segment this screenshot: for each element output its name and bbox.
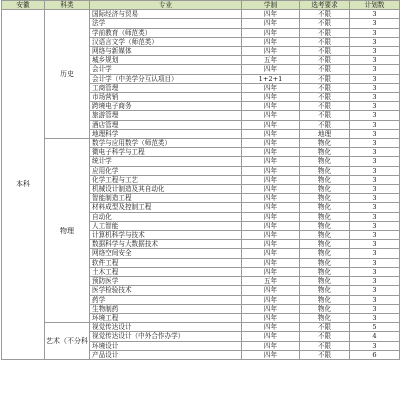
plan-count-cell: 3 (350, 148, 400, 157)
category-cell: 物理 (45, 139, 90, 323)
duration-cell: 四年 (242, 65, 300, 74)
major-cell: 网络空间安全 (90, 249, 242, 258)
subject-requirement-cell: 不限 (300, 93, 350, 102)
subject-requirement-cell: 物化 (300, 166, 350, 175)
subject-requirement-cell: 物化 (300, 277, 350, 286)
major-cell: 会计学（中美学分互认项目） (90, 74, 242, 83)
major-cell: 生物制药 (90, 304, 242, 313)
plan-count-cell: 3 (350, 157, 400, 166)
plan-count-cell: 3 (350, 295, 400, 304)
subject-requirement-cell: 不限 (300, 341, 350, 350)
major-cell: 化学工程与工艺 (90, 175, 242, 184)
plan-count-cell: 3 (350, 28, 400, 37)
major-cell: 产品设计 (90, 350, 242, 359)
plan-count-cell: 3 (350, 267, 400, 276)
subject-requirement-cell: 不限 (300, 74, 350, 83)
admission-plan-table (1, 0, 400, 360)
duration-cell: 四年 (242, 221, 300, 230)
plan-count-cell: 3 (350, 47, 400, 56)
duration-cell: 四年 (242, 139, 300, 148)
plan-count-cell: 6 (350, 350, 400, 359)
subject-requirement-cell: 不限 (300, 37, 350, 46)
category-cell: 历史 (45, 10, 90, 139)
duration-cell: 四年 (242, 240, 300, 249)
duration-cell: 五年 (242, 56, 300, 65)
table-body (2, 10, 400, 360)
subject-requirement-cell: 不限 (300, 323, 350, 332)
major-cell: 视觉传达设计（中外合作办学） (90, 332, 242, 341)
plan-count-cell: 3 (350, 240, 400, 249)
plan-count-cell: 3 (350, 93, 400, 102)
plan-count-cell: 3 (350, 19, 400, 28)
plan-count-cell: 3 (350, 304, 400, 313)
major-cell: 视觉传达设计 (90, 323, 242, 332)
subject-requirement-cell: 物化 (300, 185, 350, 194)
duration-cell: 五年 (242, 277, 300, 286)
duration-cell: 四年 (242, 185, 300, 194)
plan-count-cell: 3 (350, 194, 400, 203)
major-cell: 汉语言文学（师范类） (90, 37, 242, 46)
duration-cell: 四年 (242, 83, 300, 92)
major-cell: 网络与新媒体 (90, 47, 242, 56)
duration-cell: 四年 (242, 295, 300, 304)
plan-count-cell: 3 (350, 185, 400, 194)
duration-cell: 四年 (242, 37, 300, 46)
major-cell: 智能制造工程 (90, 194, 242, 203)
subject-requirement-cell: 物化 (300, 231, 350, 240)
major-cell: 计算机科学与技术 (90, 231, 242, 240)
plan-count-cell: 3 (350, 111, 400, 120)
subject-requirement-cell: 物化 (300, 267, 350, 276)
major-cell: 数学与应用数学（师范类） (90, 139, 242, 148)
subject-requirement-cell: 物化 (300, 139, 350, 148)
table-row (2, 10, 400, 19)
plan-count-cell: 3 (350, 74, 400, 83)
duration-cell: 四年 (242, 47, 300, 56)
duration-cell: 四年 (242, 157, 300, 166)
major-cell: 自动化 (90, 212, 242, 221)
duration-cell: 四年 (242, 19, 300, 28)
duration-cell: 四年 (242, 350, 300, 359)
subject-requirement-cell: 物化 (300, 240, 350, 249)
category-cell: 艺术（不分科 (45, 323, 90, 360)
duration-cell: 四年 (242, 286, 300, 295)
plan-count-cell: 3 (350, 120, 400, 129)
subject-requirement-cell: 不限 (300, 10, 350, 19)
header-category: 科类 (45, 1, 90, 10)
duration-cell: 四年 (242, 120, 300, 129)
subject-requirement-cell: 物化 (300, 148, 350, 157)
major-cell: 微电子科学与工程 (90, 148, 242, 157)
duration-cell: 四年 (242, 111, 300, 120)
plan-count-cell: 3 (350, 277, 400, 286)
subject-requirement-cell: 物化 (300, 249, 350, 258)
plan-count-cell: 3 (350, 10, 400, 19)
major-cell: 药学 (90, 295, 242, 304)
duration-cell: 四年 (242, 129, 300, 138)
major-cell: 应用化学 (90, 166, 242, 175)
duration-cell: 四年 (242, 148, 300, 157)
major-cell: 环境工程 (90, 313, 242, 322)
plan-count-cell: 3 (350, 56, 400, 65)
subject-requirement-cell: 地理 (300, 129, 350, 138)
subject-requirement-cell: 物化 (300, 194, 350, 203)
major-cell: 学前教育（师范类） (90, 28, 242, 37)
duration-cell: 四年 (242, 267, 300, 276)
major-cell: 法学 (90, 19, 242, 28)
duration-cell: 四年 (242, 203, 300, 212)
major-cell: 跨境电子商务 (90, 102, 242, 111)
subject-requirement-cell: 不限 (300, 102, 350, 111)
duration-cell: 四年 (242, 231, 300, 240)
major-cell: 医学检验技术 (90, 286, 242, 295)
major-cell: 城乡规划 (90, 56, 242, 65)
plan-count-cell: 3 (350, 65, 400, 74)
duration-cell: 四年 (242, 102, 300, 111)
duration-cell: 四年 (242, 341, 300, 350)
subject-requirement-cell: 不限 (300, 47, 350, 56)
subject-requirement-cell: 物化 (300, 203, 350, 212)
subject-requirement-cell: 不限 (300, 350, 350, 359)
plan-count-cell: 4 (350, 332, 400, 341)
subject-requirement-cell: 不限 (300, 19, 350, 28)
subject-requirement-cell: 物化 (300, 212, 350, 221)
plan-count-cell: 3 (350, 83, 400, 92)
subject-requirement-cell: 不限 (300, 111, 350, 120)
major-cell: 地理科学 (90, 129, 242, 138)
subject-requirement-cell: 物化 (300, 258, 350, 267)
plan-count-cell: 5 (350, 323, 400, 332)
plan-count-cell: 3 (350, 249, 400, 258)
header-row (2, 1, 400, 10)
header-plan-count: 计划数 (350, 1, 400, 10)
header-major: 专业 (90, 1, 242, 10)
duration-cell: 四年 (242, 212, 300, 221)
plan-count-cell: 3 (350, 313, 400, 322)
header-subject-requirement: 选考要求 (300, 1, 350, 10)
plan-count-cell: 3 (350, 166, 400, 175)
subject-requirement-cell: 物化 (300, 221, 350, 230)
level-cell: 本科 (2, 10, 45, 360)
duration-cell: 四年 (242, 93, 300, 102)
subject-requirement-cell: 不限 (300, 332, 350, 341)
duration-cell: 四年 (242, 249, 300, 258)
plan-count-cell: 3 (350, 203, 400, 212)
duration-cell: 四年 (242, 166, 300, 175)
plan-count-cell: 3 (350, 139, 400, 148)
duration-cell: 四年 (242, 175, 300, 184)
major-cell: 材料成型及控制工程 (90, 203, 242, 212)
major-cell: 工商管理 (90, 83, 242, 92)
subject-requirement-cell: 不限 (300, 28, 350, 37)
plan-count-cell: 3 (350, 175, 400, 184)
major-cell: 环境设计 (90, 341, 242, 350)
plan-count-cell: 3 (350, 129, 400, 138)
major-cell: 酒店管理 (90, 120, 242, 129)
duration-cell: 四年 (242, 10, 300, 19)
plan-count-cell: 3 (350, 221, 400, 230)
major-cell: 会计学 (90, 65, 242, 74)
plan-count-cell: 3 (350, 231, 400, 240)
subject-requirement-cell: 物化 (300, 286, 350, 295)
subject-requirement-cell: 物化 (300, 304, 350, 313)
subject-requirement-cell: 物化 (300, 157, 350, 166)
subject-requirement-cell: 物化 (300, 175, 350, 184)
major-cell: 土木工程 (90, 267, 242, 276)
duration-cell: 四年 (242, 313, 300, 322)
table-row (2, 139, 400, 148)
major-cell: 市场营销 (90, 93, 242, 102)
duration-cell: 四年 (242, 258, 300, 267)
major-cell: 机械设计制造及其自动化 (90, 185, 242, 194)
subject-requirement-cell: 不限 (300, 56, 350, 65)
duration-cell: 四年 (242, 332, 300, 341)
major-cell: 人工智能 (90, 221, 242, 230)
header-level: 安徽 (2, 1, 45, 10)
duration-cell: 1+2+1 (242, 74, 300, 83)
header-duration: 学制 (242, 1, 300, 10)
subject-requirement-cell: 物化 (300, 295, 350, 304)
plan-count-cell: 3 (350, 212, 400, 221)
major-cell: 统计学 (90, 157, 242, 166)
duration-cell: 四年 (242, 194, 300, 203)
plan-count-cell: 3 (350, 258, 400, 267)
plan-count-cell: 3 (350, 102, 400, 111)
duration-cell: 四年 (242, 304, 300, 313)
major-cell: 旅游管理 (90, 111, 242, 120)
plan-count-cell: 3 (350, 341, 400, 350)
subject-requirement-cell: 不限 (300, 83, 350, 92)
duration-cell: 四年 (242, 28, 300, 37)
major-cell: 软件工程 (90, 258, 242, 267)
major-cell: 数据科学与大数据技术 (90, 240, 242, 249)
subject-requirement-cell: 不限 (300, 65, 350, 74)
major-cell: 国际经济与贸易 (90, 10, 242, 19)
table-row (2, 323, 400, 332)
plan-count-cell: 3 (350, 37, 400, 46)
duration-cell: 四年 (242, 323, 300, 332)
major-cell: 预防医学 (90, 277, 242, 286)
subject-requirement-cell: 不限 (300, 120, 350, 129)
plan-count-cell: 3 (350, 286, 400, 295)
subject-requirement-cell: 物化 (300, 313, 350, 322)
